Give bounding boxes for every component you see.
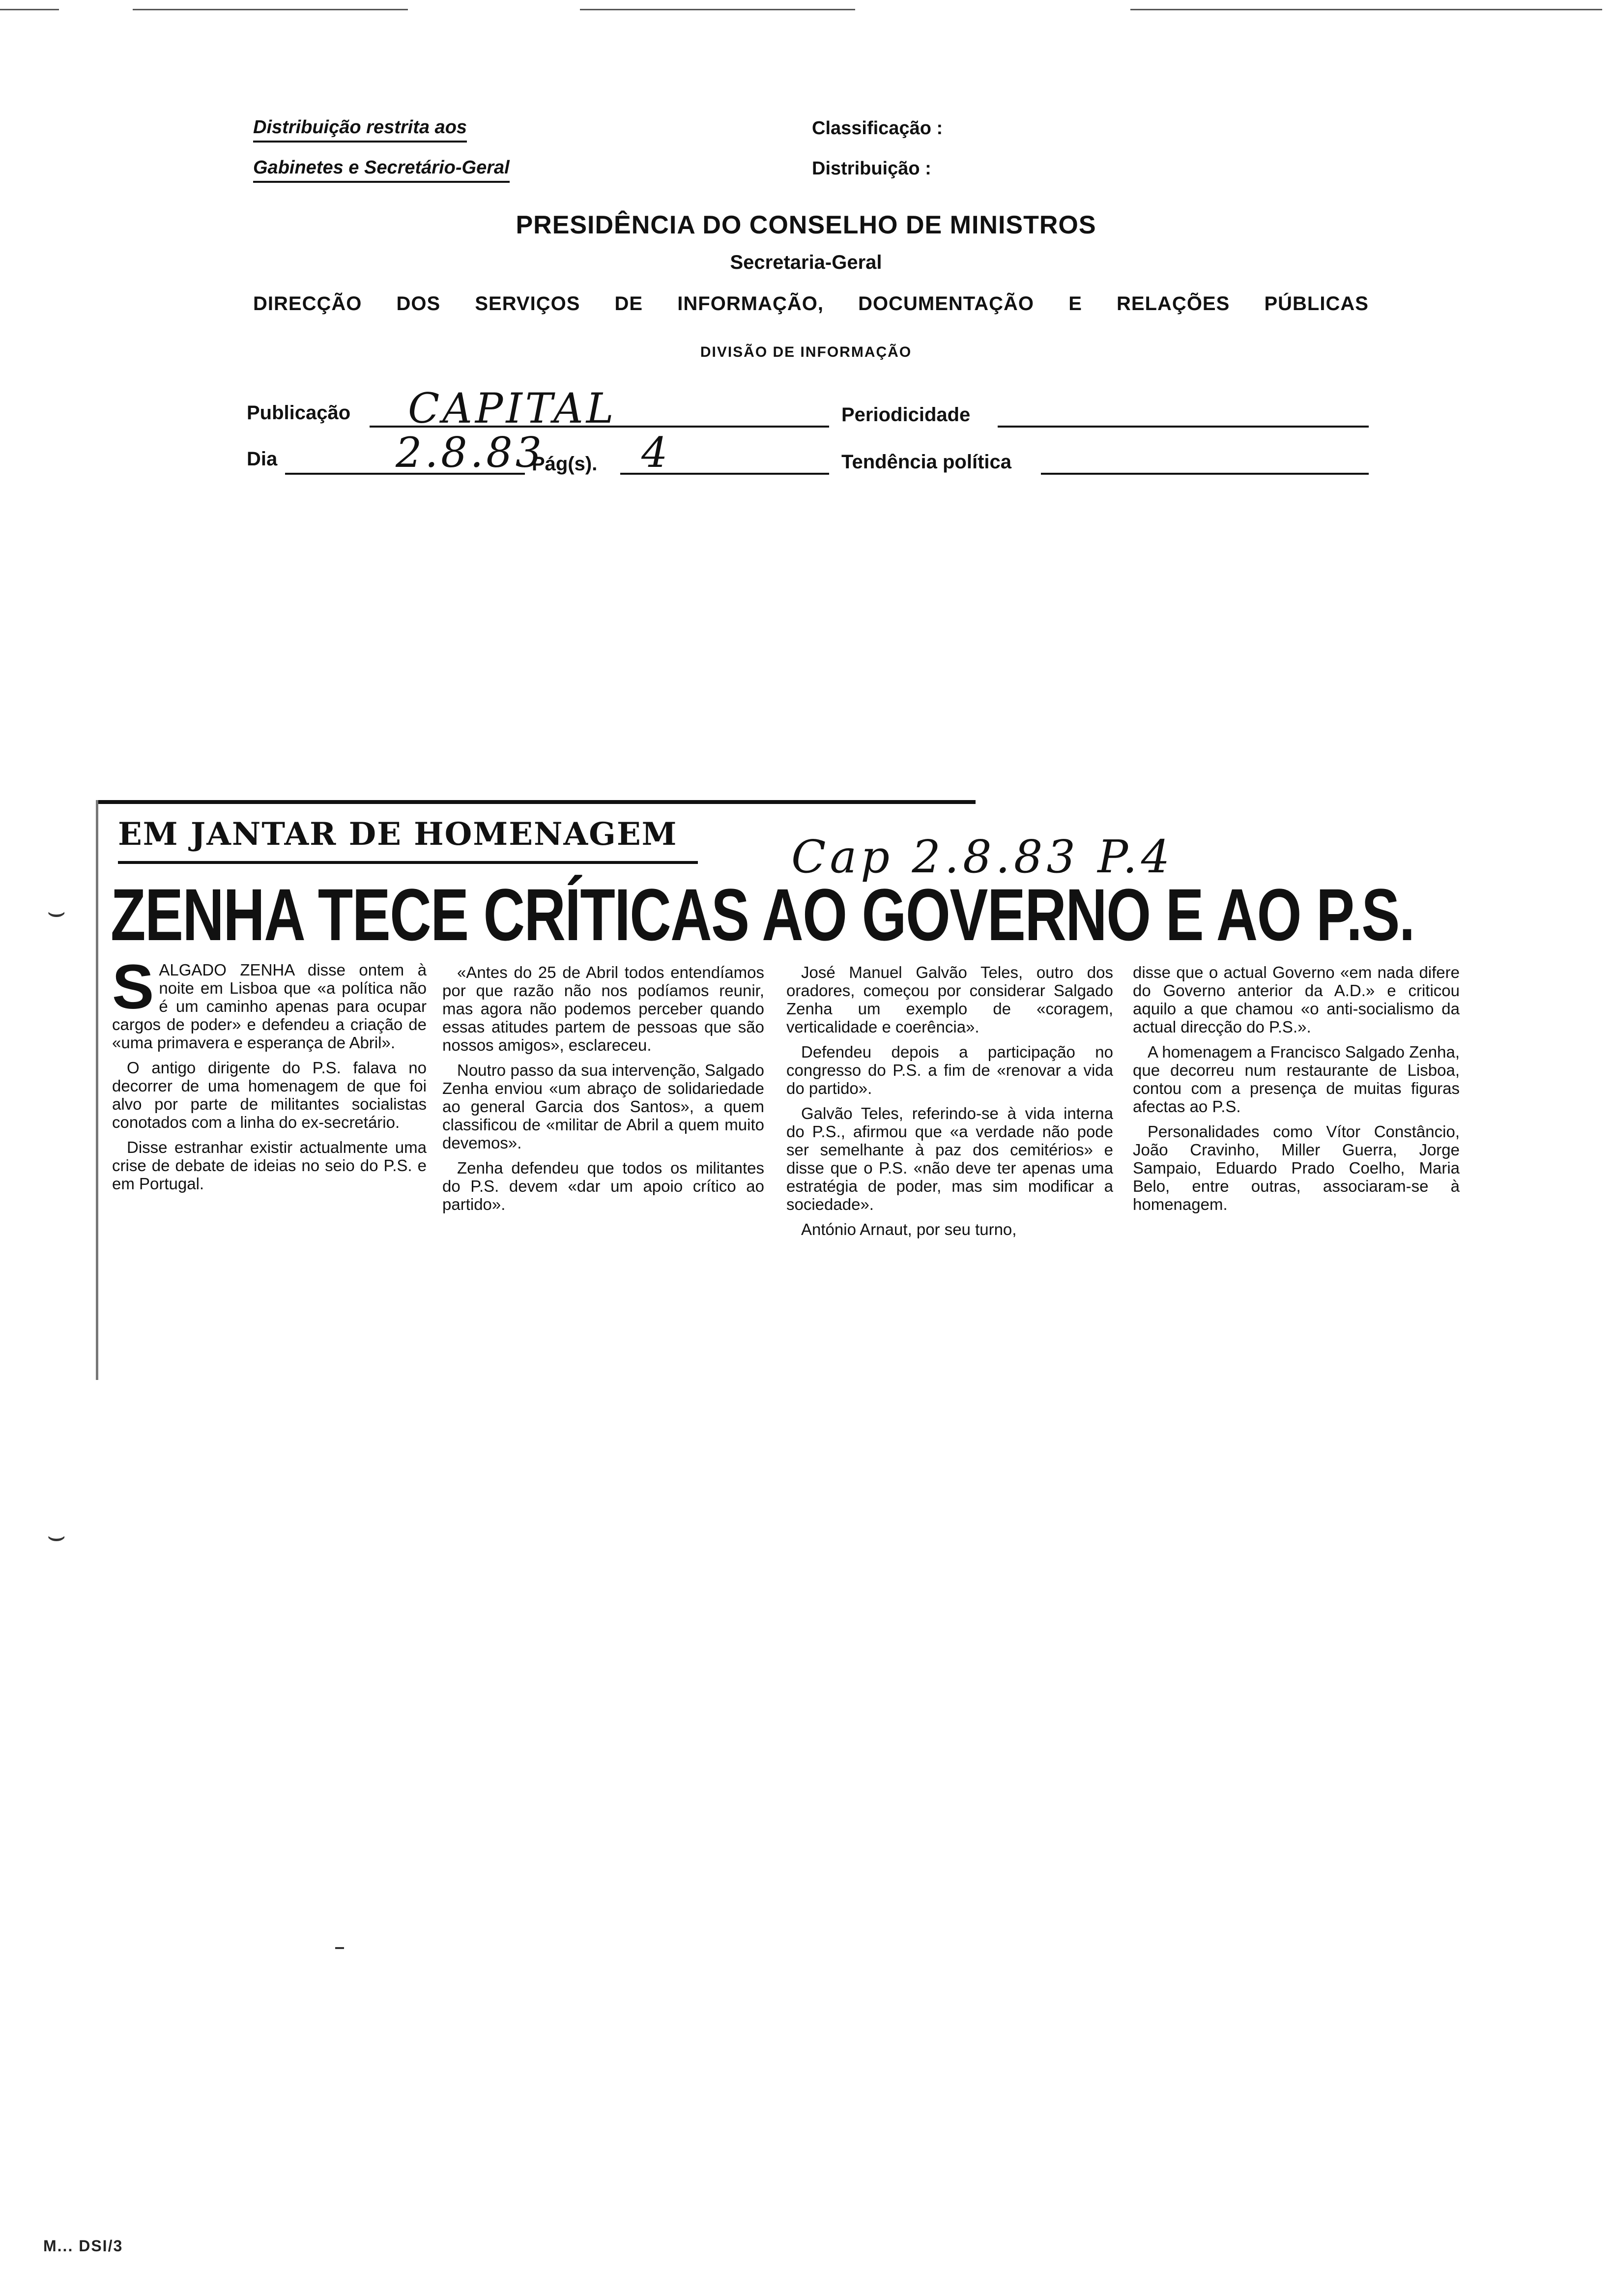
clipping-left-rule (96, 800, 98, 1380)
publicacao-label: Publicação (247, 402, 351, 424)
paragraph: Personalidades como Vítor Constâncio, João Cravinho, Miller Guerra, Jorge Sampaio, Eduardo Prado Coelho, Maria Belo, entre outras, associaram-se à homenagem. (1133, 1122, 1460, 1213)
direccao-word: SERVIÇOS (475, 293, 580, 315)
paragraph: Noutro passo da sua intervenção, Salgado Zenha enviou «um abraço de solidariedade ao general Garcia dos Santos», a quem classificou de «militar de Abril a quem muito devemos». (442, 1061, 764, 1152)
article-headline: ZENHA TECE CRÍTICAS AO GOVERNO E AO P.S. (111, 873, 1414, 956)
article-column-2 (442, 963, 764, 1220)
pags-label: Pág(s). (532, 453, 598, 475)
form-code: M... DSI/3 (43, 2237, 123, 2255)
classificacao-label: Classificação : (812, 118, 943, 139)
article-kicker: EM JANTAR DE HOMENAGEM (118, 816, 678, 853)
direccao-word: RELAÇÕES (1117, 293, 1230, 315)
paragraph: José Manuel Galvão Teles, outro dos oradores, começou por considerar Salgado Zenha um exemplo de «coragem, verticalidade e coerência». (786, 963, 1113, 1036)
drop-cap: S (112, 952, 154, 1022)
clipping-top-rule (96, 800, 976, 804)
publicacao-handwritten: CAPITAL (408, 384, 617, 432)
paragraph: Zenha defendeu que todos os militantes do P.S. devem «dar um apoio crítico ao partido». (442, 1159, 764, 1213)
margin-mark: ⌣ (47, 895, 66, 928)
direccao-line (253, 293, 1369, 315)
tendencia-line (1041, 473, 1369, 475)
pags-handwritten: 4 (641, 429, 671, 477)
scan-mark (1130, 9, 1602, 10)
page-subtitle: Secretaria-Geral (730, 252, 882, 273)
margin-mark: ⌣ (47, 1519, 66, 1552)
dia-handwritten: 2.8.83 (396, 429, 545, 477)
article-column-3 (786, 963, 1113, 1245)
article-column-1 (112, 952, 427, 1200)
kicker-underline (118, 861, 698, 864)
paragraph: António Arnaut, por seu turno, (801, 1220, 1017, 1238)
dia-label: Dia (247, 448, 278, 470)
scan-mark (580, 9, 855, 10)
distribuicao-label: Distribuição : (812, 158, 931, 179)
scan-mark (133, 9, 408, 10)
paragraph: Galvão Teles, referindo-se à vida interna do P.S., afirmou que «a verdade não pode ser semelhante à paz dos cemitérios» e disse que o P.S. «não deve ter apenas uma estratégia de poder, mas sim modificar a sociedade». (786, 1104, 1113, 1213)
paragraph: O antigo dirigente do P.S. falava no decorrer de uma homenagem de que foi alvo por parte de militantes socialistas conotados com a linha do ex-secretário. (112, 1059, 427, 1131)
periodicidade-line (998, 426, 1369, 428)
divisao-label: DIVISÃO DE INFORMAÇÃO (700, 344, 912, 360)
direccao-word: DE (614, 293, 643, 315)
handwritten-reference: Cap 2.8.83 P.4 (791, 831, 1174, 883)
article-column-4 (1133, 963, 1460, 1220)
direccao-word: INFORMAÇÃO, (677, 293, 824, 315)
distribution-line-2: Gabinetes e Secretário-Geral (253, 157, 510, 178)
scan-mark (0, 9, 59, 10)
direccao-word: E (1068, 293, 1082, 315)
paragraph: Defendeu depois a participação no congresso do P.S. a fim de «renovar a vida do partido». (786, 1043, 1113, 1097)
periodicidade-label: Periodicidade (841, 404, 971, 426)
paragraph: Disse estranhar existir actualmente uma crise de debate de ideias no seio do P.S. e em Portugal. (112, 1138, 427, 1193)
paragraph: «Antes do 25 de Abril todos entendíamos por que razão não nos podíamos reunir, mas agora não podemos perceber quando essas atitudes partem de pessoas que são nossos amigos», esclareceu. (442, 963, 764, 1054)
tendencia-label: Tendência política (841, 451, 1011, 473)
direccao-word: PÚBLICAS (1264, 293, 1369, 315)
direccao-word: DIRECÇÃO (253, 293, 362, 315)
distribution-line-1: Distribuição restrita aos (253, 117, 467, 138)
paragraph: SALGADO ZENHA disse ontem à noite em Lisboa que «a política não é um caminho apenas para ocupar cargos de poder» e defendeu a criação de «uma primavera e esperança de Abril». (112, 952, 427, 1052)
direccao-word: DOCUMENTAÇÃO (858, 293, 1035, 315)
page-title: PRESIDÊNCIA DO CONSELHO DE MINISTROS (516, 211, 1096, 239)
paragraph: A homenagem a Francisco Salgado Zenha, que decorreu num restaurante de Lisboa, contou com a presença de muitas figuras afectas ao P.S. (1133, 1043, 1460, 1116)
scan-speck (335, 1947, 344, 1949)
direccao-word: DOS (396, 293, 441, 315)
paragraph: disse que o actual Governo «em nada difere do Governo anterior da A.D.» e criticou aquilo a que chamou «o anti-socialismo da actual direcção do P.S.». (1133, 963, 1460, 1036)
